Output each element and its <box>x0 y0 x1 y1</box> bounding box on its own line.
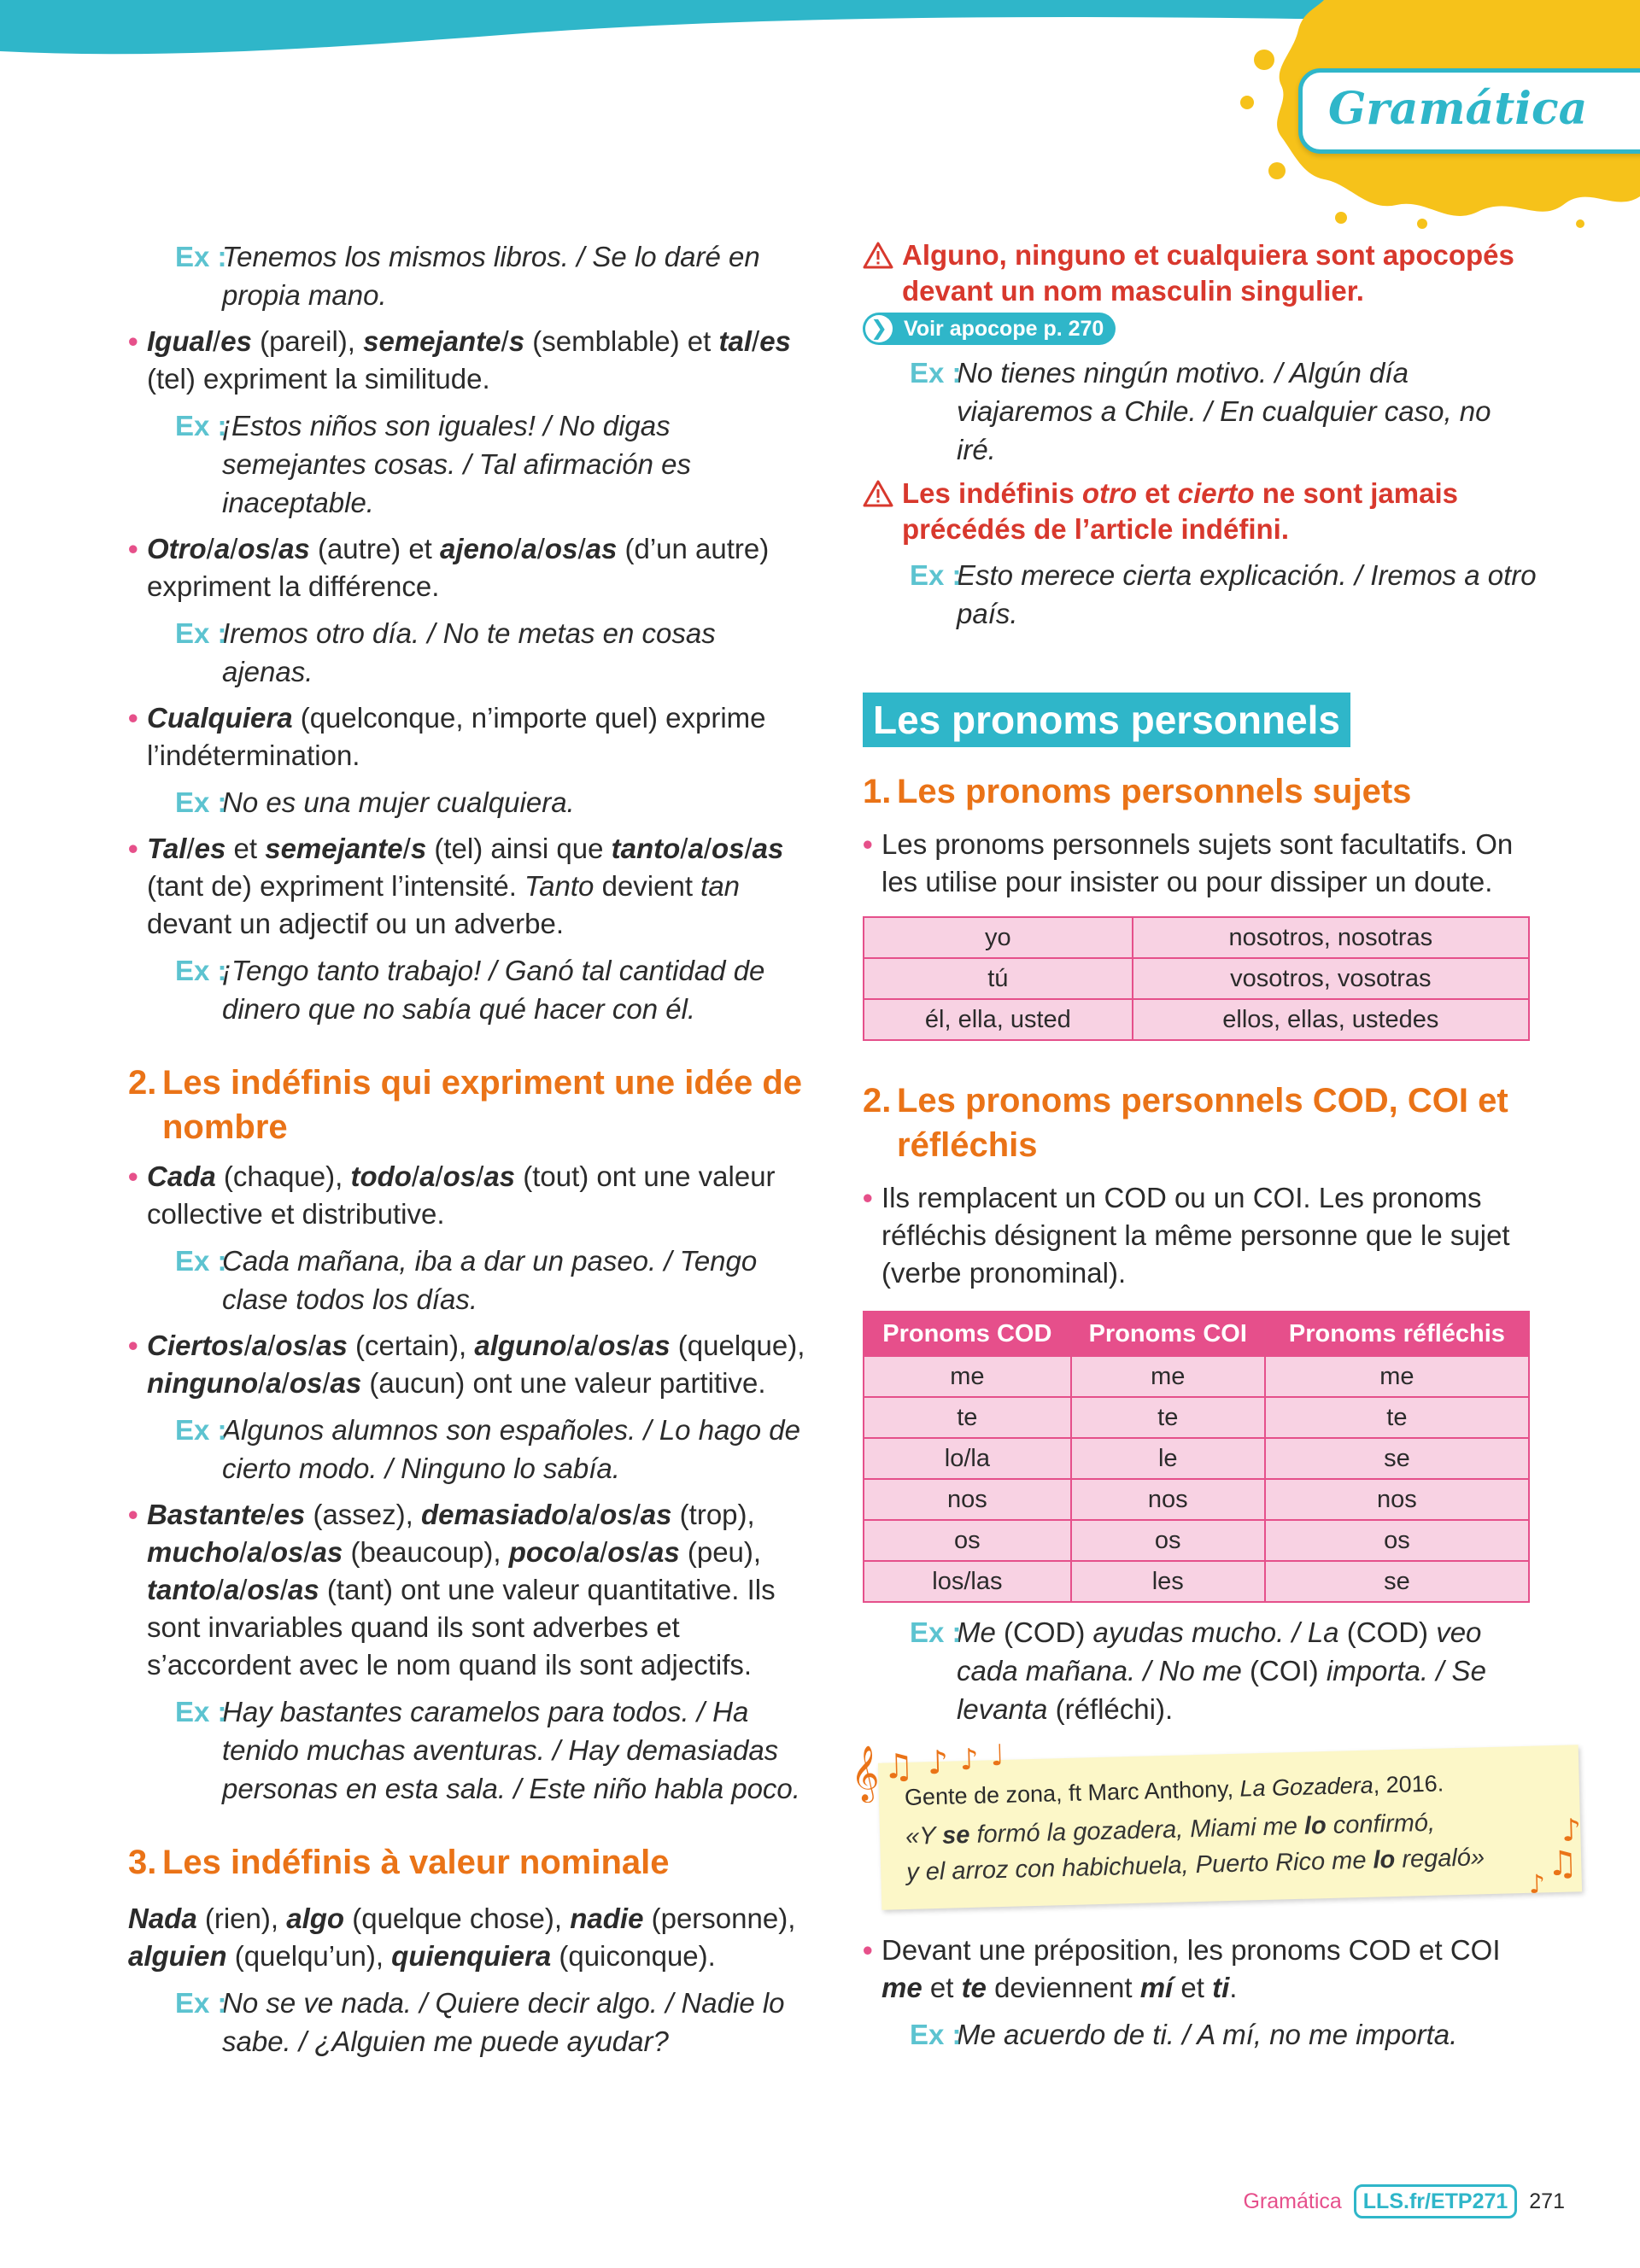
song-lyric-line-2: y el arroz con habichuela, Puerto Rico me lo regaló» <box>905 1844 1485 1886</box>
example-text: Tenemos los mismos libros. / Se lo daré en propia mano. <box>222 241 760 311</box>
table-row: os os os <box>864 1520 1529 1561</box>
warning-otro-cierto: Les indéfinis otro et cierto ne sont jamais précédés de l’article indéfini. <box>863 476 1538 547</box>
bullet-indetermination: • Cualquiera (quelconque, n’importe quel) exprime l’indétermination. <box>128 699 811 775</box>
svg-text:♪: ♪ <box>959 1742 980 1778</box>
right-column <box>850 237 1582 2054</box>
heading-pronoms-sujets: 1. Les pronoms personnels sujets <box>863 773 1412 810</box>
example-r1: Ex : No tienes ningún motivo. / Algún día viajaremos a Chile. / En cualquier caso, no iré. <box>910 357 1491 465</box>
bullet-partitive: • Ciertos/a/os/as (certain), alguno/a/os/as (quelque), ninguno/a/os/as (aucun) ont une valeur partitive. <box>128 1327 811 1402</box>
music-notes-icon <box>1527 1806 1598 1902</box>
table-row: me me me <box>864 1356 1529 1397</box>
bullet-sujets: • Les pronoms personnels sujets sont facultatifs. On les utilise pour insister ou pour dissiper un doute. <box>863 826 1538 901</box>
svg-text:♫: ♫ <box>882 1746 915 1787</box>
bullet-cod-coi: • Ils remplacent un COD ou un COI. Les pronoms réfléchis désignent la même personne que le sujet (verbe pronominal). <box>863 1179 1538 1292</box>
bullet-similitude: • Igual/es (pareil), semejante/s (semblable) et tal/es (tel) expriment la similitude. <box>128 323 811 398</box>
example-r3: Ex : Me (COD) ayudas mucho. / La (COD) veo cada mañana. / No me (COI) importa. / Se levanta (réfléchi). <box>910 1616 1486 1725</box>
song-quote-note <box>850 1738 1582 1909</box>
bullet-intensite: • Tal/es et semejante/s (tel) ainsi que tanto/a/os/as (tant de) expriment l’intensité. Tanto devient tan devant un adjectif ou un adverbe. <box>128 830 811 943</box>
bullet-collective: • Cada (chaque), todo/a/os/as (tout) ont une valeur collective et distributive. <box>128 1158 811 1233</box>
warning-apocope: Alguno, ninguno et cualquiera sont apocopés devant un nom masculin singulier. <box>863 237 1538 309</box>
svg-text:♪: ♪ <box>1528 1869 1546 1900</box>
chevron-right-icon: ❯ <box>865 315 893 342</box>
example-0 <box>128 237 811 314</box>
table-pronoms-sujets <box>863 916 1530 1041</box>
footer-section-name: Gramática <box>1243 2189 1342 2213</box>
table-row: nos nos nos <box>864 1479 1529 1520</box>
example-3: Ex : No es una mujer cualquiera. <box>175 786 575 818</box>
svg-text:𝄞: 𝄞 <box>850 1745 881 1802</box>
example-4: Ex : ¡Tengo tanto trabajo! / Ganó tal cantidad de dinero que no sabía qué hacer con él. <box>175 955 765 1025</box>
heading-pronoms-cod-coi: 2. Les pronoms personnels COD, COI et réfléchis <box>863 1082 1508 1164</box>
song-lyric-line-1: «Y se formó la gozadera, Miami me lo confirmó, <box>905 1809 1436 1850</box>
table-row: te te te <box>864 1397 1529 1438</box>
table-row: tú vosotros, vosotras <box>864 958 1529 999</box>
svg-text:♫: ♫ <box>1546 1844 1578 1885</box>
bullet-quantitative: • Bastante/es (assez), demasiado/a/os/as (trop), mucho/a/os/as (beaucoup), poco/a/os/as (peu), tanto/a/os/as (tant) ont une valeur quantitative. Ils sont invariables quand ils sont adverbes et s’accordent avec le nom quand ils sont adjectifs. <box>128 1496 811 1684</box>
bullet-difference: • Otro/a/os/as (autre) et ajeno/a/os/as (d’un autre) expriment la différence. <box>128 530 811 605</box>
example-1: Ex : ¡Estos niños son iguales! / No digas semejantes cosas. / Tal afirmación es inaceptable. <box>175 410 692 518</box>
heading-idee-de-nombre: 2. Les indéfinis qui expriment une idée de nombre <box>128 1064 803 1146</box>
page-number: 271 <box>1529 2189 1565 2213</box>
example-2: Ex : Iremos otro día. / No te metas en cosas ajenas. <box>175 617 716 687</box>
heading-valeur-nominale: 3. Les indéfinis à valeur nominale <box>128 1844 670 1881</box>
svg-text:♪: ♪ <box>927 1743 949 1782</box>
table-pronoms-cod-coi <box>863 1311 1530 1603</box>
example-r4: Ex : Me acuerdo de ti. / A mí, no me importa. <box>910 2019 1458 2050</box>
left-column <box>128 237 811 2060</box>
paragraph-nominale: Nada (rien), algo (quelque chose), nadie (personne), alguien (quelqu’un), quienquiera (quiconque). <box>128 1903 796 1972</box>
table-row: los/las les se <box>864 1561 1529 1602</box>
footer <box>1243 2184 1565 2218</box>
header-title-box <box>1298 68 1640 154</box>
warning-icon <box>863 241 893 270</box>
music-notes-icon <box>850 1730 1031 1803</box>
warning-icon <box>863 479 893 508</box>
example-7: Ex : Hay bastantes caramelos para todos. / Ha tenido muchas aventuras. / Hay demasiadas personas en esta sala. / Este niño habla poco. <box>175 1696 800 1804</box>
ex-label: Ex : <box>175 241 227 272</box>
example-8: Ex : No se ve nada. / Quiere decir algo. / Nadie lo sabe. / ¿Alguien me puede ayudar? <box>175 1987 785 2057</box>
table-header-row: Pronoms COD Pronoms COI Pronoms réfléchis <box>864 1312 1529 1356</box>
voir-apocope-link[interactable]: ❯ Voir apocope p. 270 <box>863 313 1116 345</box>
song-reference: Gente de zona, ft Marc Anthony, La Gozadera, 2016. <box>904 1770 1444 1810</box>
section-title-pronoms: Les pronoms personnels <box>863 693 1350 747</box>
table-row: yo nosotros, nosotras <box>864 917 1529 958</box>
table-row: él, ella, usted ellos, ellas, ustedes <box>864 999 1529 1040</box>
footer-link[interactable]: LLS.fr/ETP271 <box>1354 2184 1518 2218</box>
svg-text:♪: ♪ <box>1561 1813 1582 1849</box>
table-row: lo/la le se <box>864 1438 1529 1479</box>
bullet-preposition: • Devant une préposition, les pronoms COD et COI me et te deviennent mí et ti. <box>863 1932 1538 2007</box>
svg-text:♩: ♩ <box>990 1738 1005 1774</box>
example-r2: Ex : Esto merece cierta explicación. / Iremos a otro país. <box>910 559 1537 629</box>
example-5: Ex : Cada mañana, iba a dar un paseo. / Tengo clase todos los días. <box>175 1245 758 1315</box>
example-6: Ex : Algunos alumnos son españoles. / Lo hago de cierto modo. / Ninguno lo sabía. <box>175 1414 800 1484</box>
header-title: Gramática <box>1328 83 1588 135</box>
